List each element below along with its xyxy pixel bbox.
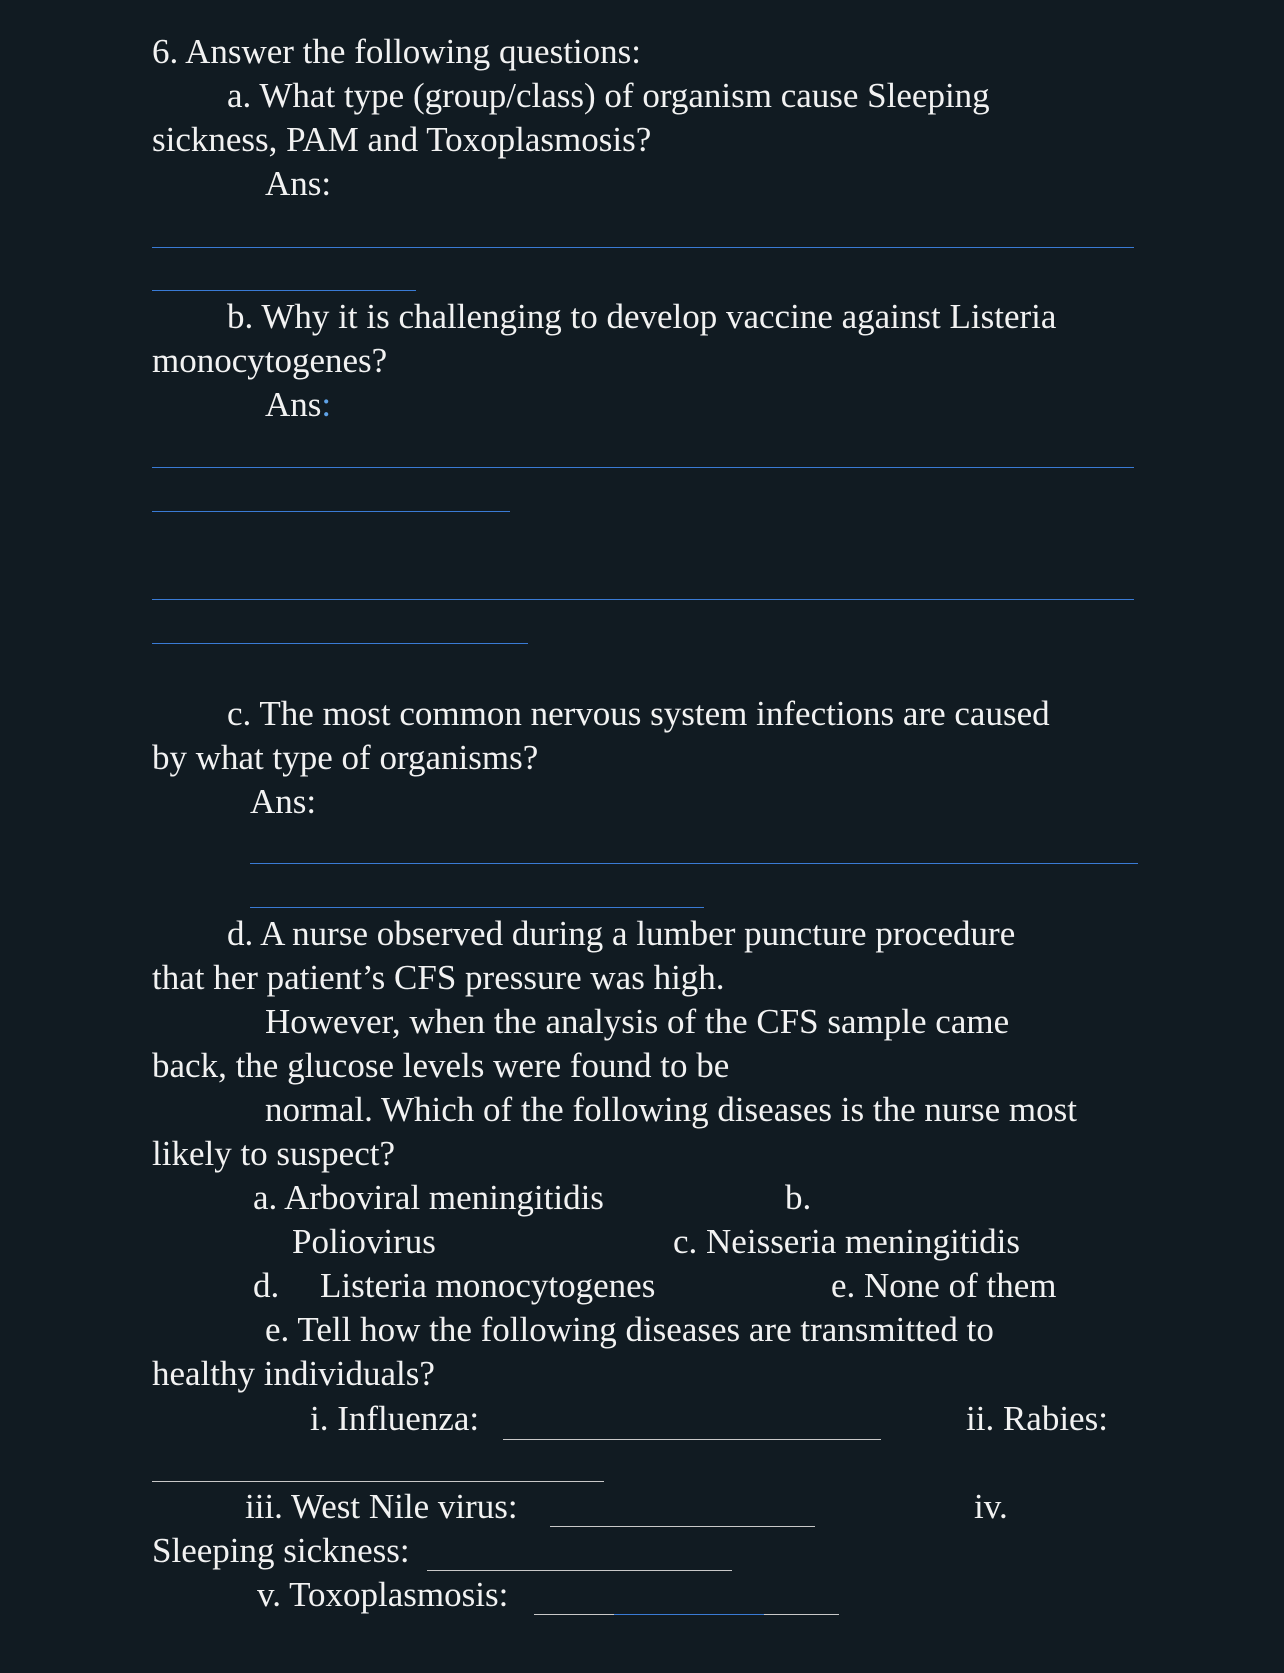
question-c-line2: by what type of organisms? <box>152 738 539 777</box>
answer-a-line-2[interactable] <box>152 290 416 291</box>
question-a-line1: a. What type (group/class) of organism cause Sleeping <box>227 76 990 115</box>
question-a-line2: sickness, PAM and Toxoplasmosis? <box>152 120 652 159</box>
question-d-line2: that her patient’s CFS pressure was high. <box>152 958 725 997</box>
answer-a-line-1[interactable] <box>152 247 1134 248</box>
answer-b-line-3[interactable] <box>152 599 1134 600</box>
question-d-line4: back, the glucose levels were found to be <box>152 1046 730 1085</box>
option-d-label[interactable]: d. <box>253 1266 280 1305</box>
question-d-line6: likely to suspect? <box>152 1134 396 1173</box>
item-rabies: ii. Rabies: <box>966 1399 1108 1438</box>
item-sleeping-sickness: Sleeping sickness: <box>152 1531 410 1570</box>
influenza-answer-blank[interactable] <box>503 1439 881 1440</box>
question-a-answer-label: Ans: <box>265 164 332 203</box>
question-e-line2: healthy individuals? <box>152 1354 435 1393</box>
sleeping-sickness-answer-blank[interactable] <box>427 1570 732 1571</box>
answer-b-line-4[interactable] <box>152 643 528 644</box>
question-b-line1: b. Why it is challenging to develop vaccine against Listeria <box>227 297 1057 336</box>
item-west-nile: iii. West Nile virus: <box>245 1487 518 1526</box>
question-b-line2: monocytogenes? <box>152 341 388 380</box>
question-b-answer-label: Ans: <box>265 385 332 424</box>
question-e-line1: e. Tell how the following diseases are transmitted to <box>265 1310 994 1349</box>
answer-c-line-2[interactable] <box>250 907 704 908</box>
option-e[interactable]: e. None of them <box>831 1266 1057 1305</box>
question-heading: 6. Answer the following questions: <box>152 32 641 71</box>
option-d[interactable]: Listeria monocytogenes <box>320 1266 656 1305</box>
option-c[interactable]: c. Neisseria meningitidis <box>673 1222 1021 1261</box>
west-nile-answer-blank[interactable] <box>550 1526 815 1527</box>
question-d-line3: However, when the analysis of the CFS sample came <box>265 1002 1010 1041</box>
answer-b-line-1[interactable] <box>152 467 1134 468</box>
option-b-text[interactable]: Poliovirus <box>292 1222 436 1261</box>
answer-c-line-1[interactable] <box>250 863 1138 864</box>
question-d-line1: d. A nurse observed during a lumber puncture procedure <box>227 914 1016 953</box>
question-c-answer-label: Ans: <box>250 782 317 821</box>
rabies-answer-blank[interactable] <box>152 1481 604 1482</box>
option-a[interactable]: a. Arboviral meningitidis <box>253 1178 604 1217</box>
item-sleeping-sickness-label: iv. <box>974 1487 1008 1526</box>
toxoplasmosis-answer-blank[interactable] <box>534 1614 839 1615</box>
question-c-line1: c. The most common nervous system infections are caused <box>227 694 1050 733</box>
answer-b-line-2[interactable] <box>152 511 510 512</box>
item-influenza: i. Influenza: <box>310 1399 480 1438</box>
option-b[interactable]: b. <box>785 1178 812 1217</box>
question-d-line5: normal. Which of the following diseases is the nurse most <box>265 1090 1077 1129</box>
item-toxoplasmosis: v. Toxoplasmosis: <box>257 1575 509 1614</box>
